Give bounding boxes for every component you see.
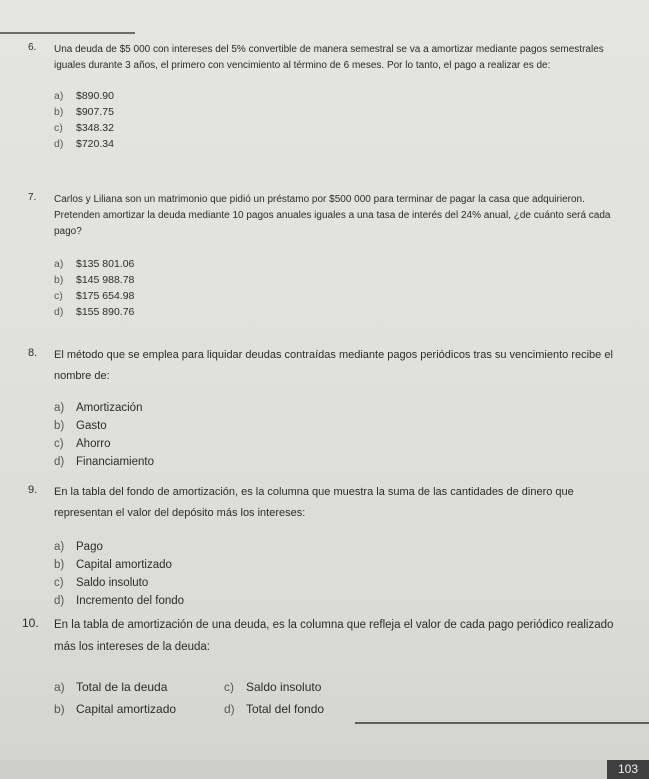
question-number: 10. (22, 616, 39, 630)
option-c: c) Saldo insoluto (224, 680, 322, 694)
options-list (54, 538, 628, 610)
question-7 (28, 192, 628, 320)
options-grid (54, 680, 628, 716)
option-c: c) Saldo insoluto (54, 577, 149, 589)
bottom-divider (355, 722, 649, 724)
option-a: a) Total de la deuda (54, 680, 168, 694)
question-text: Carlos y Liliana son un matrimonio que pidió un préstamo por $500 000 para terminar de pagar la casa que adquirieron. Pretenden amortizar la deuda mediante 10 pagos anuales iguales a una tasa de interés del 24% anual, ¿de cuánto será cada pago? (54, 194, 611, 237)
option-a: a) $890.90 (54, 90, 114, 102)
question-number: 8. (28, 347, 38, 359)
option-d: d) $155 890.76 (54, 306, 135, 318)
options-list (54, 88, 628, 152)
question-number: 7. (28, 192, 37, 203)
question-number: 6. (28, 42, 37, 53)
question-text: En la tabla del fondo de amortización, es la columna que muestra la suma de las cantidades de dinero que representan el valor del depósito más los intereses: (54, 486, 574, 519)
options-list (54, 399, 628, 471)
option-a: a) Pago (54, 541, 103, 553)
question-text: Una deuda de $5 000 con intereses del 5% convertible de manera semestral se va a amortizar mediante pagos semestrales iguales durante 3 años, el primero con vencimiento al término de 6 meses. Por lo tanto, el pago a realizar es de: (54, 44, 604, 71)
top-divider (0, 32, 135, 34)
option-b: b) Capital amortizado (54, 559, 172, 571)
option-b: b) $907.75 (54, 106, 114, 118)
question-number: 9. (28, 484, 38, 496)
question-8 (28, 345, 628, 471)
option-d: d) Financiamiento (54, 456, 154, 468)
footer-bar (0, 760, 649, 779)
option-a: a) $135 801.06 (54, 258, 135, 270)
page-number: 103 (607, 760, 649, 779)
option-d: d) $720.34 (54, 138, 114, 150)
option-b: b) Capital amortizado (54, 702, 177, 716)
option-d: d) Incremento del fondo (54, 595, 185, 607)
option-c: c) $348.32 (54, 122, 114, 134)
question-9 (28, 482, 628, 610)
option-d: d) Total del fondo (224, 702, 325, 716)
options-list (54, 256, 628, 320)
option-b: b) Gasto (54, 420, 107, 432)
option-c: c) Ahorro (54, 438, 111, 450)
question-6 (28, 42, 628, 152)
option-c: c) $175 654.98 (54, 290, 135, 302)
question-text: El método que se emplea para liquidar deudas contraídas mediante pagos periódicos tras su vencimiento recibe el nombre de: (54, 349, 613, 382)
question-10 (22, 614, 628, 716)
option-a: a) Amortización (54, 402, 143, 414)
option-b: b) $145 988.78 (54, 274, 135, 286)
question-text: En la tabla de amortización de una deuda, es la columna que refleja el valor de cada pago periódico realizado más los intereses de la deuda: (54, 619, 614, 653)
